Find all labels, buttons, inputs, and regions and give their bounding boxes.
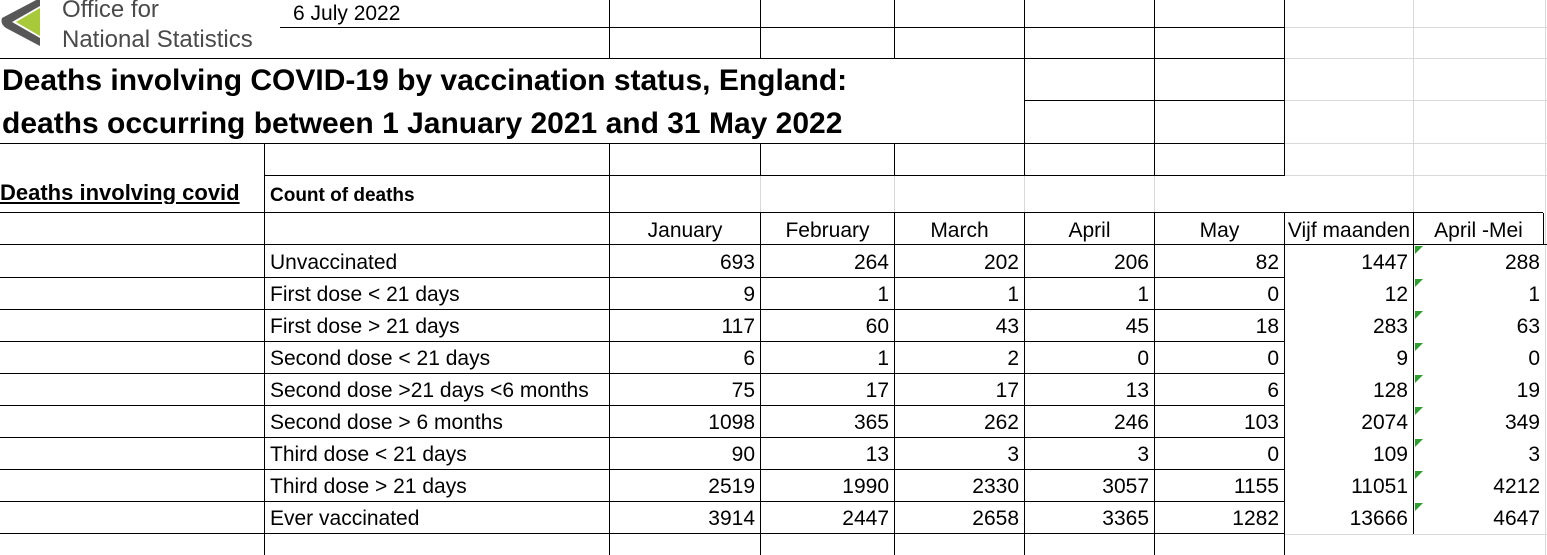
warning-flag-icon[interactable] [1415,375,1423,383]
cell-value: 19 [1516,379,1540,402]
cell-value: 13 [865,443,889,466]
cell-border [264,144,265,555]
col-header-april-may: April -Mei [1434,219,1523,242]
cell-border [760,144,761,176]
cell-value: 1155 [1233,475,1279,498]
col-header-may: May [1199,219,1240,242]
grid-line [1285,143,1547,144]
cell-value: 6 [743,347,755,370]
cell-value: 9 [1396,347,1408,370]
row-label: Second dose > 6 months [270,411,503,434]
cell-border [0,143,1285,144]
cell-value: 63 [1516,315,1540,338]
cell-value: 13 [1125,379,1149,402]
cell-border [264,175,1285,176]
grid-line [1024,176,1025,212]
cell-border [0,501,1285,502]
col-header-april: April [1068,219,1111,242]
cell-value: 0 [1267,283,1279,306]
row-label: First dose < 21 days [270,283,460,306]
cell-value: 75 [731,379,755,402]
cell-border [0,405,1285,406]
warning-flag-icon[interactable] [1415,246,1423,254]
cell-value: 3914 [708,507,755,530]
cell-value: 246 [1113,411,1149,434]
cell-value: 206 [1113,251,1149,274]
cell-value: 128 [1372,379,1408,402]
page-title-line1: Deaths involving COVID-19 by vaccination status, England: [2,64,848,97]
cell-value: 693 [719,251,755,274]
cell-border [1024,100,1285,101]
row-label: Ever vaccinated [270,507,420,530]
grid-line [1285,100,1547,101]
cell-border [0,309,1285,310]
grid-line [760,176,761,212]
cell-value: 1447 [1361,251,1408,274]
row-label: Unvaccinated [270,251,398,274]
cell-border [0,212,1543,213]
cell-value: 262 [983,411,1019,434]
cell-border [609,0,610,58]
cell-value: 117 [721,315,755,338]
cell-value: 2658 [972,507,1019,530]
grid-line [1285,534,1547,535]
warning-flag-icon[interactable] [1415,471,1423,479]
col-header-february: February [785,219,870,242]
col-header-january: January [647,219,723,242]
warning-flag-icon[interactable] [1415,407,1423,415]
cell-value: 3 [1528,443,1540,466]
grid-line [1285,58,1547,59]
cell-value: 349 [1504,411,1540,434]
warning-flag-icon[interactable] [1415,279,1423,287]
row-label: Second dose < 21 days [270,347,491,370]
grid-line [1413,0,1414,213]
row-label: First dose > 21 days [270,315,460,338]
cell-border [1024,0,1025,144]
cell-border [0,373,1285,374]
release-date: 6 July 2022 [293,2,401,25]
cell-value: 2074 [1361,411,1408,434]
cell-value: 1098 [708,411,755,434]
cell-border [1024,144,1025,176]
cell-value: 11051 [1351,475,1408,498]
cell-value: 2519 [708,475,755,498]
cell-border [0,341,1285,342]
warning-flag-icon[interactable] [1415,343,1423,351]
cell-value: 109 [1372,443,1408,466]
cell-value: 4647 [1493,507,1540,530]
cell-value: 82 [1255,251,1279,274]
cell-value: 202 [983,251,1019,274]
cell-border [0,244,1547,245]
ons-logo-icon [0,0,52,50]
cell-value: 103 [1243,411,1279,434]
cell-border [894,0,895,58]
cell-value: 288 [1504,251,1540,274]
warning-flag-icon[interactable] [1415,503,1423,511]
cell-value: 12 [1384,283,1408,306]
warning-flag-icon[interactable] [1415,311,1423,319]
org-name-line2: National Statistics [62,26,253,53]
page-title-line2: deaths occurring between 1 January 2021 and 31 May 2022 [2,107,843,140]
cell-value: 2 [1007,347,1019,370]
cell-value: 9 [743,283,755,306]
count-label: Count of deaths [270,185,415,206]
cell-border [0,469,1285,470]
cell-border [1543,213,1544,244]
section-link[interactable]: Deaths involving covid [0,182,240,204]
cell-value: 1 [877,283,889,306]
cell-value: 1 [1007,283,1019,306]
cell-border [894,144,895,176]
cell-value: 2330 [972,475,1019,498]
cell-value: 13666 [1349,507,1408,530]
col-header-march: March [930,219,989,242]
grid-line [1285,27,1547,28]
cell-value: 1 [1137,283,1149,306]
cell-value: 0 [1528,347,1540,370]
cell-border [1154,144,1155,176]
cell-value: 1282 [1232,507,1279,530]
cell-value: 17 [865,379,889,402]
row-label: Third dose > 21 days [270,475,467,498]
cell-value: 0 [1267,443,1279,466]
cell-value: 365 [853,411,889,434]
cell-value: 1 [1528,283,1540,306]
cell-value: 60 [865,315,889,338]
cell-value: 0 [1267,347,1279,370]
cell-value: 1990 [842,475,889,498]
cell-value: 43 [995,315,1019,338]
warning-flag-icon[interactable] [1415,439,1423,447]
grid-line [1545,0,1546,555]
org-name-line1: Office for [62,0,159,23]
cell-border [0,277,1285,278]
cell-value: 1 [877,347,889,370]
cell-border [280,27,1285,28]
cell-value: 3365 [1102,507,1149,530]
cell-value: 6 [1267,379,1279,402]
cell-value: 2447 [842,507,889,530]
cell-value: 264 [853,251,889,274]
cell-value: 3 [1137,443,1149,466]
cell-value: 90 [731,443,755,466]
cell-value: 3057 [1102,475,1149,498]
cell-value: 0 [1137,347,1149,370]
cell-value: 17 [995,379,1019,402]
cell-value: 3 [1007,443,1019,466]
row-label: Third dose < 21 days [270,443,467,466]
cell-border [0,58,1285,59]
cell-border [0,533,1285,534]
cell-border [1154,0,1155,144]
cell-value: 4212 [1493,475,1540,498]
grid-line [894,176,895,212]
cell-value: 45 [1125,315,1149,338]
col-header-five-months: Vijf maanden [1287,220,1411,241]
grid-line [1154,176,1155,212]
cell-value: 283 [1372,315,1408,338]
cell-value: 18 [1255,315,1279,338]
cell-border [0,437,1285,438]
cell-border [760,0,761,58]
row-label: Second dose >21 days <6 months [270,379,589,402]
